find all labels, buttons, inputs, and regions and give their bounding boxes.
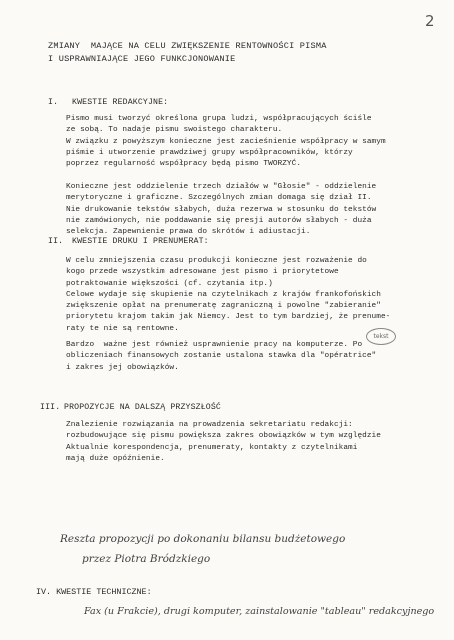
- title-line-2: I USPRAWNIAJĄCE JEGO FUNKCJONOWANIE: [48, 54, 236, 64]
- section-4-number: IV.: [36, 587, 52, 597]
- text-line: obliczeniach finansowych zostanie ustalona stawka dla "opératrice": [66, 352, 377, 361]
- margin-annotation: tekst: [366, 328, 396, 345]
- section-4-text: Fax (u Frakcie), drugi komputer, zainstalowanie "tableau" redakcyjnego: [84, 606, 435, 617]
- section-3-number: III.: [40, 403, 61, 412]
- section-1-number: I.: [48, 98, 59, 107]
- text-line: nie zamówionych, nie poddawanie się presji autorów słabych - duża: [66, 216, 372, 225]
- page-number: 2: [425, 12, 435, 30]
- text-line: mają duże opóźnienie.: [66, 454, 165, 463]
- section-2-paragraph-1: [66, 256, 438, 335]
- handwritten-note-line-1: Reszta propozycji po dokonaniu bilansu budżetowego: [60, 533, 346, 545]
- section-2-number: II.: [48, 237, 64, 246]
- text-line: priorytetu krajom takim jak Niemcy. Jest to tym bardziej, że prenume-: [66, 313, 391, 322]
- text-line: i zakres jej obowiązków.: [66, 363, 179, 372]
- text-line: kogo przede wszystkim adresowane jest pismo i priorytetowe: [66, 268, 339, 277]
- text-line: zwiększenie opłat na prenumeratę zagraniczną i powolne "zabieranie": [66, 302, 381, 311]
- section-2-heading: [48, 236, 209, 247]
- text-line: Bardzo ważne jest również usprawnienie pracy na komputerze. Po: [66, 341, 363, 349]
- text-line: selekcja. Zapewnienie prawa do skrótów i adiustacji.: [66, 228, 311, 237]
- section-2-title: KWESTIE DRUKU I PRENUMERAT:: [72, 237, 209, 246]
- text-line: rozbudowujące się pismu powiększa zakres obowiązków w tym względzie: [66, 432, 381, 441]
- text-line: ze sobą. To nadaje pismu swoistego charakteru.: [66, 126, 283, 135]
- section-3-paragraph-1: [66, 420, 438, 465]
- text-line: Celowe wydaje się skupienie na czytelnikach z krajów frankofońskich: [66, 290, 381, 299]
- text-line: merytoryczne i graficzne. Szczególnych zmian domaga się dział II.: [66, 194, 372, 203]
- text-line: Konieczne jest oddzielenie trzech działów w "Głosie" - oddzielenie: [66, 183, 377, 191]
- section-3-title: PROPOZYCJE NA DALSZĄ PRZYSZŁOŚĆ: [64, 403, 221, 412]
- handwritten-note-line-2: przez Piotra Bródzkiego: [82, 553, 211, 565]
- section-1-paragraph-1: [66, 114, 438, 170]
- text-line: Znalezienie rozwiązania na prowadzenia sekretariatu redakcji:: [66, 421, 353, 429]
- section-1-heading: [48, 97, 168, 108]
- text-line: Nie drukowanie tekstów słabych, duża rezerwa w stosunku do tekstów: [66, 205, 377, 214]
- section-4-heading: [36, 587, 152, 597]
- section-1-paragraph-2: [66, 182, 438, 238]
- text-line: W celu zmniejszenia czasu produkcji konieczne jest rozważenie do: [66, 257, 367, 265]
- text-line: Pismo musi tworzyć określona grupa ludzi, współpracujących ściśle: [66, 115, 372, 123]
- text-line: potraktowanie większości (cf. czytania itp.): [66, 279, 273, 288]
- text-line: raty te nie są rentowne.: [66, 324, 179, 333]
- section-4-title: KWESTIE TECHNICZNE:: [56, 587, 152, 597]
- title-line-1: ZMIANY MAJĄCE NA CELU ZWIĘKSZENIE RENTOWNOŚCI PISMA: [48, 41, 327, 51]
- text-line: Aktualnie korespondencja, prenumeraty, kontakty z czytelnikami: [66, 443, 358, 452]
- section-2-paragraph-2: [66, 340, 438, 374]
- section-3-heading: [40, 402, 221, 413]
- text-line: W związku z powyższym konieczne jest zacieśnienie współpracy w samym: [66, 137, 386, 146]
- text-line: poprzez regularność współpracy będą pismo TWORZYĆ.: [66, 160, 302, 169]
- document-title: [48, 40, 428, 66]
- text-line: piśmie i utworzenie prawdziwej grupy współpracowników, którzy: [66, 148, 353, 157]
- section-1-title: KWESTIE REDAKCYJNE:: [72, 98, 169, 107]
